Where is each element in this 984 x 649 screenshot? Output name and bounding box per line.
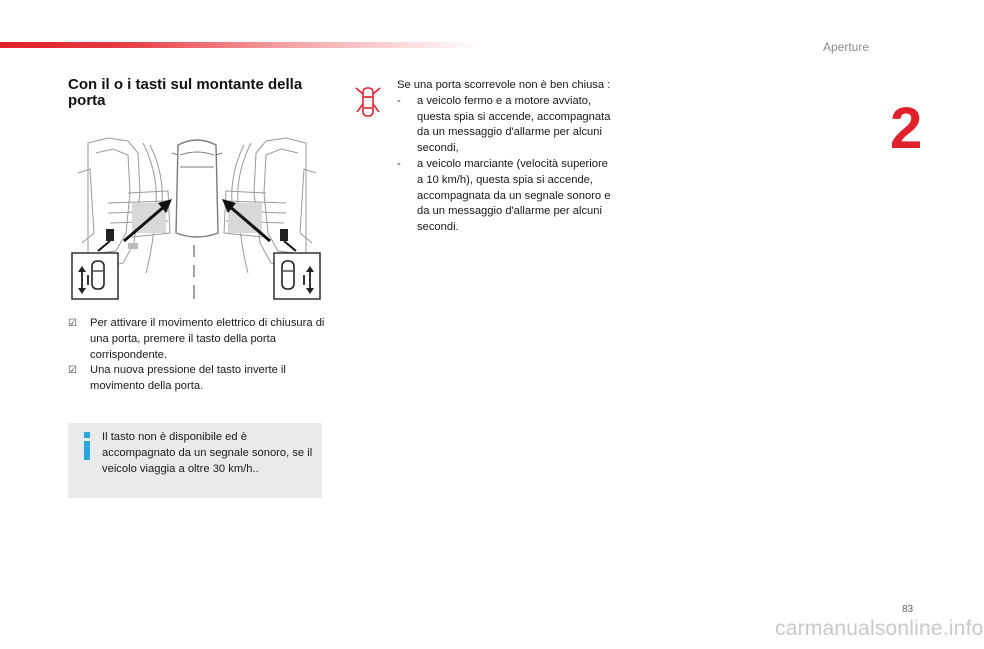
warning-item-text: a veicolo marciante (velocità superiore a 10 km/h), questa spia si accende, accompagnata da un segnale sonoro e da un messaggio d'allarme per alcuni secondi.	[417, 157, 611, 234]
header-accent-bar	[0, 42, 480, 48]
instruction-list	[68, 316, 330, 395]
door-button-illustration	[68, 133, 326, 303]
warning-item-text: a veicolo fermo e a motore avviato, questa spia si accende, accompagnata da un messaggio d'allarme per alcuni secondi,	[417, 94, 611, 155]
list-item	[397, 157, 617, 236]
warning-list	[397, 94, 617, 236]
warning-intro: Se una porta scorrevole non è ben chiusa :	[397, 79, 611, 91]
warning-description	[397, 78, 617, 236]
info-note-box	[68, 423, 322, 498]
page-title: Con il o i tasti sul montante della porta	[68, 76, 303, 109]
bullet-text: Per attivare il movimento elettrico di chiusura di una porta, premere il tasto della porta corrispondente.	[90, 317, 325, 361]
info-icon	[80, 431, 94, 461]
dash-marker: -	[397, 157, 401, 170]
list-item	[397, 94, 617, 157]
watermark: carmanualsonline.info	[775, 617, 984, 640]
section-label: Aperture	[823, 40, 870, 54]
page-number: 83	[902, 604, 914, 615]
chapter-number: 2	[890, 96, 923, 161]
dash-marker: -	[397, 94, 401, 107]
checkbox-bullet-icon: ☑	[68, 318, 77, 329]
list-item	[68, 316, 330, 363]
bullet-text: Una nuova pressione del tasto inverte il movimento della porta.	[90, 364, 286, 393]
list-item	[68, 363, 330, 395]
door-open-warning-icon	[354, 82, 382, 122]
info-text: Il tasto non è disponibile ed è accompagnato da un segnale sonoro, se il veicolo viaggia a oltre 30 km/h..	[102, 431, 313, 475]
checkbox-bullet-icon: ☑	[68, 365, 77, 377]
